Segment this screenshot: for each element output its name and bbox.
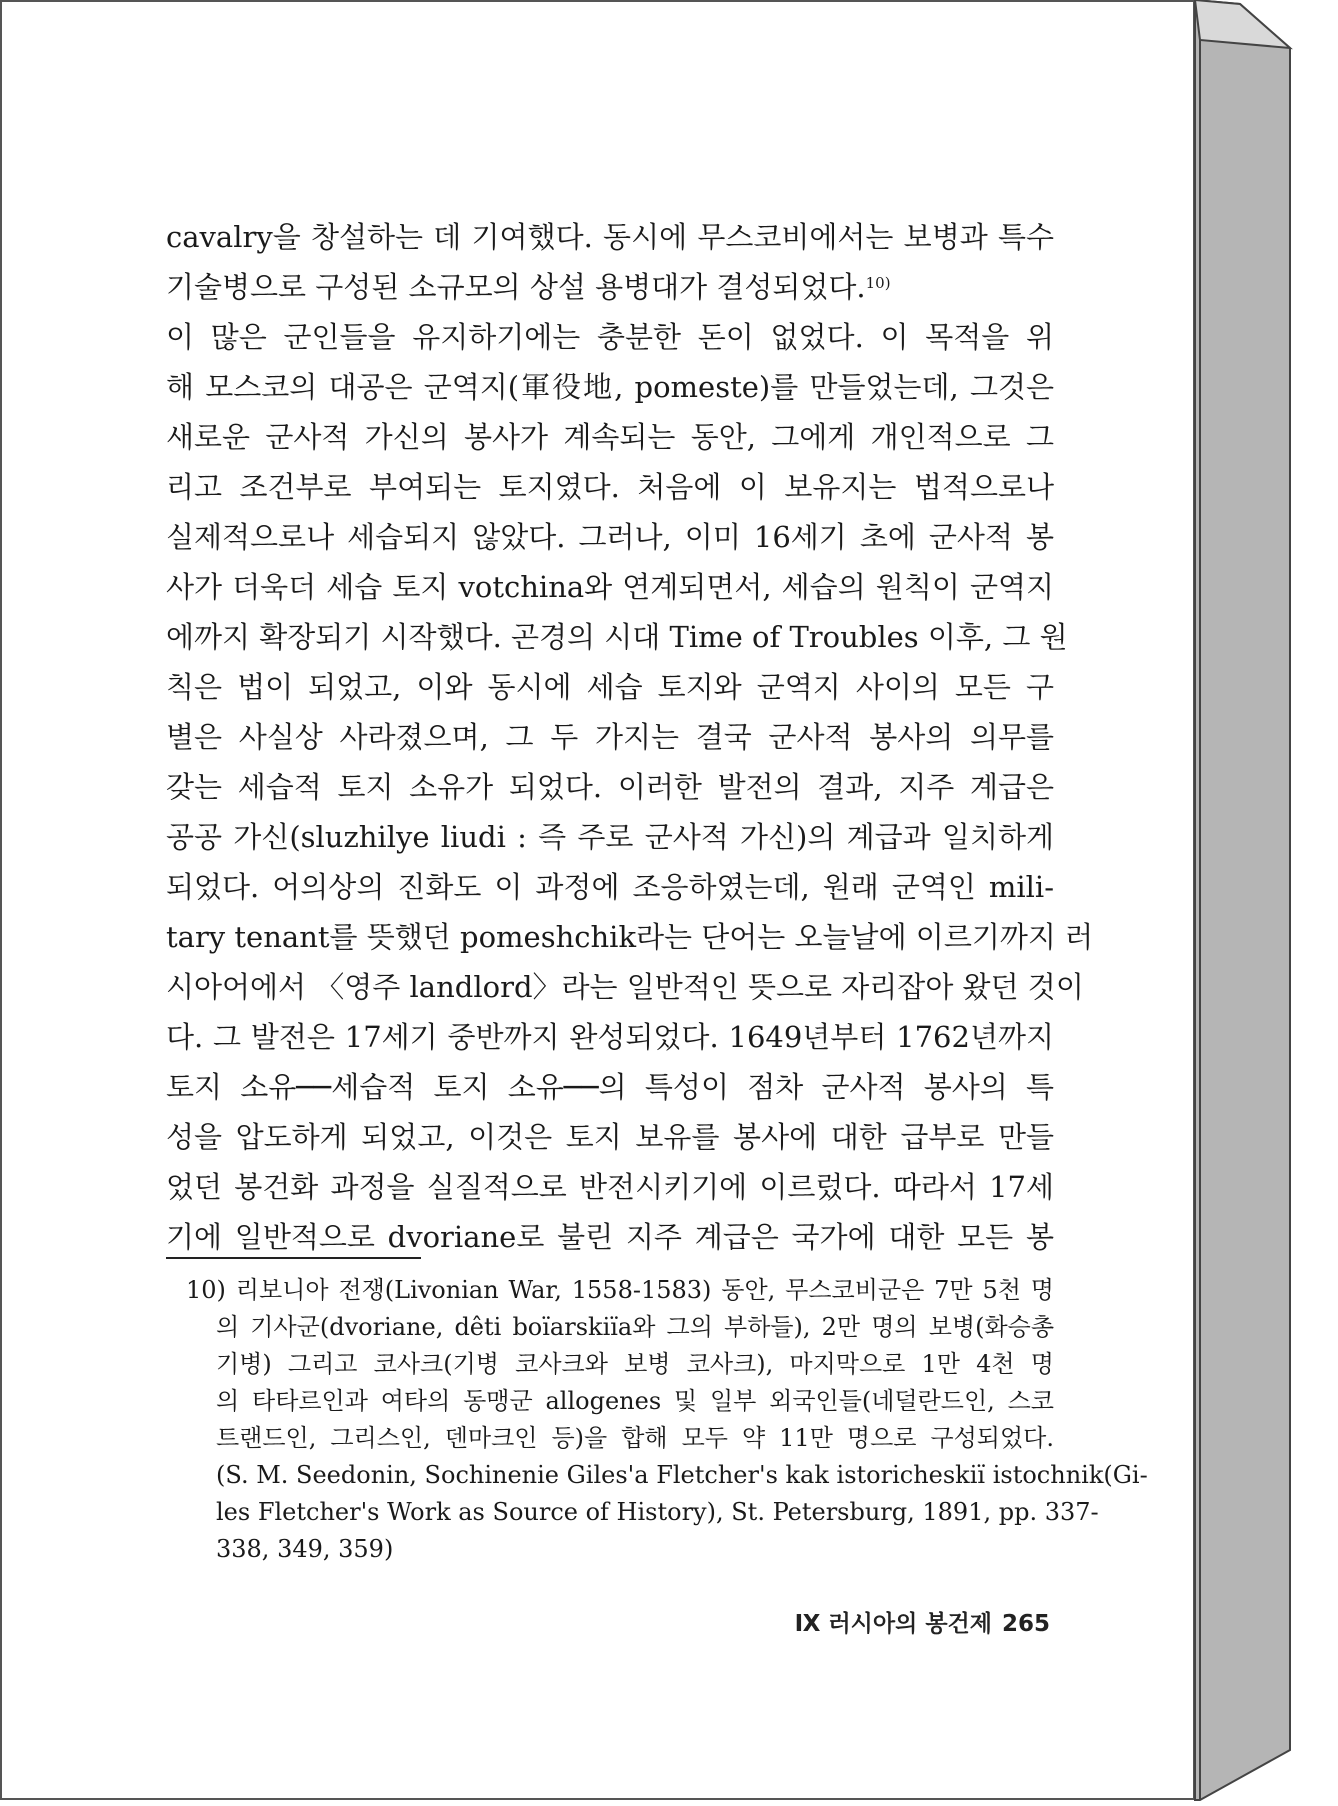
running-footer <box>740 1605 1050 1638</box>
body-line: 토지 소유──세습적 토지 소유──의 특성이 점차 군사적 봉사의 특 <box>166 1070 1054 1104</box>
footnote-marker: 10) <box>865 274 891 292</box>
body-line: tary tenant를 뜻했던 pomeshchik라는 단어는 오늘날에 이르기까지 러 <box>166 920 1094 954</box>
body-line: cavalry을 창설하는 데 기여했다. 동시에 무스코비에서는 보병과 특수 <box>166 220 1054 254</box>
body-line: 공공 가신(sluzhilye liudi : 즉 주로 군사적 가신)의 계급과 일치하게 <box>166 820 1054 854</box>
body-line: 새로운 군사적 가신의 봉사가 계속되는 동안, 그에게 개인적으로 그 <box>166 420 1054 454</box>
body-line: 되었다. 어의상의 진화도 이 과정에 조응하였는데, 원래 군역인 mili- <box>166 870 1054 904</box>
footnote-line: 트랜드인, 그리스인, 덴마크인 등)을 합해 모두 약 11만 명으로 구성되었다. <box>216 1424 1054 1452</box>
body-line: 었던 봉건화 과정을 실질적으로 반전시키기에 이르렀다. 따라서 17세 <box>166 1170 1054 1204</box>
footnote-line: (S. M. Seedonin, Sochinenie Giles'a Fletcher's kak istoricheskiï istochnik(Gi- <box>216 1461 1148 1489</box>
body-line: 갖는 세습적 토지 소유가 되었다. 이러한 발전의 결과, 지주 계급은 <box>166 770 1054 804</box>
body-line: 사가 더욱더 세습 토지 votchina와 연계되면서, 세습의 원칙이 군역지 <box>166 570 1054 604</box>
body-line: 성을 압도하게 되었고, 이것은 토지 보유를 봉사에 대한 급부로 만들 <box>166 1120 1054 1154</box>
page-number: 265 <box>1001 1611 1050 1637</box>
body-line: 해 모스코의 대공은 군역지(軍役地, pomeste)를 만들었는데, 그것은 <box>166 370 1054 404</box>
body-line: 다. 그 발전은 17세기 중반까지 완성되었다. 1649년부터 1762년까지 <box>166 1020 1054 1054</box>
body-line: 별은 사실상 사라졌으며, 그 두 가지는 결국 군사적 봉사의 의무를 <box>166 720 1054 754</box>
footnote-line: 의 기사군(dvoriane, dêti boïarskiïa와 그의 부하들), 2만 명의 보병(화승총 <box>216 1313 1054 1341</box>
body-line: 시아어에서 〈영주 landlord〉라는 일반적인 뜻으로 자리잡아 왔던 것이 <box>166 970 1084 1004</box>
body-line: 기술병으로 구성된 소규모의 상설 용병대가 결성되었다.$^{10)}$ <box>166 270 891 304</box>
body-line: 리고 조건부로 부여되는 토지였다. 처음에 이 보유지는 법적으로나 <box>166 470 1054 504</box>
chapter-title: Ⅸ 러시아의 봉건제 <box>794 1611 992 1637</box>
body-line: 이 많은 군인들을 유지하기에는 충분한 돈이 없었다. 이 목적을 위 <box>166 320 1054 354</box>
body-line: 기에 일반적으로 dvoriane로 불린 지주 계급은 국가에 대한 모든 봉 <box>166 1220 1054 1254</box>
main-text <box>166 212 1094 1262</box>
footnote-line: 10) 리보니아 전쟁(Livonian War, 1558-1583) 동안, 무스코비군은 7만 5천 명 <box>186 1276 1054 1304</box>
footnote-line: 338, 349, 359) <box>216 1535 394 1563</box>
footnote-line: 의 타타르인과 여타의 동맹군 allogenes 및 일부 외국인들(네덜란드인, 스코 <box>216 1387 1054 1415</box>
body-line: 칙은 법이 되었고, 이와 동시에 세습 토지와 군역지 사이의 모든 구 <box>166 670 1054 704</box>
footnote-line: les Fletcher's Work as Source of History), St. Petersburg, 1891, pp. 337- <box>216 1498 1099 1526</box>
footnote-divider <box>166 1257 421 1259</box>
body-line: 에까지 확장되기 시작했다. 곤경의 시대 Time of Troubles 이후, 그 원 <box>166 620 1068 654</box>
footnote-line: 기병) 그리고 코사크(기병 코사크와 보병 코사크), 마지막으로 1만 4천 명 <box>216 1350 1054 1378</box>
body-line: 실제적으로나 세습되지 않았다. 그러나, 이미 16세기 초에 군사적 봉 <box>166 520 1054 554</box>
footnote <box>186 1272 1148 1568</box>
